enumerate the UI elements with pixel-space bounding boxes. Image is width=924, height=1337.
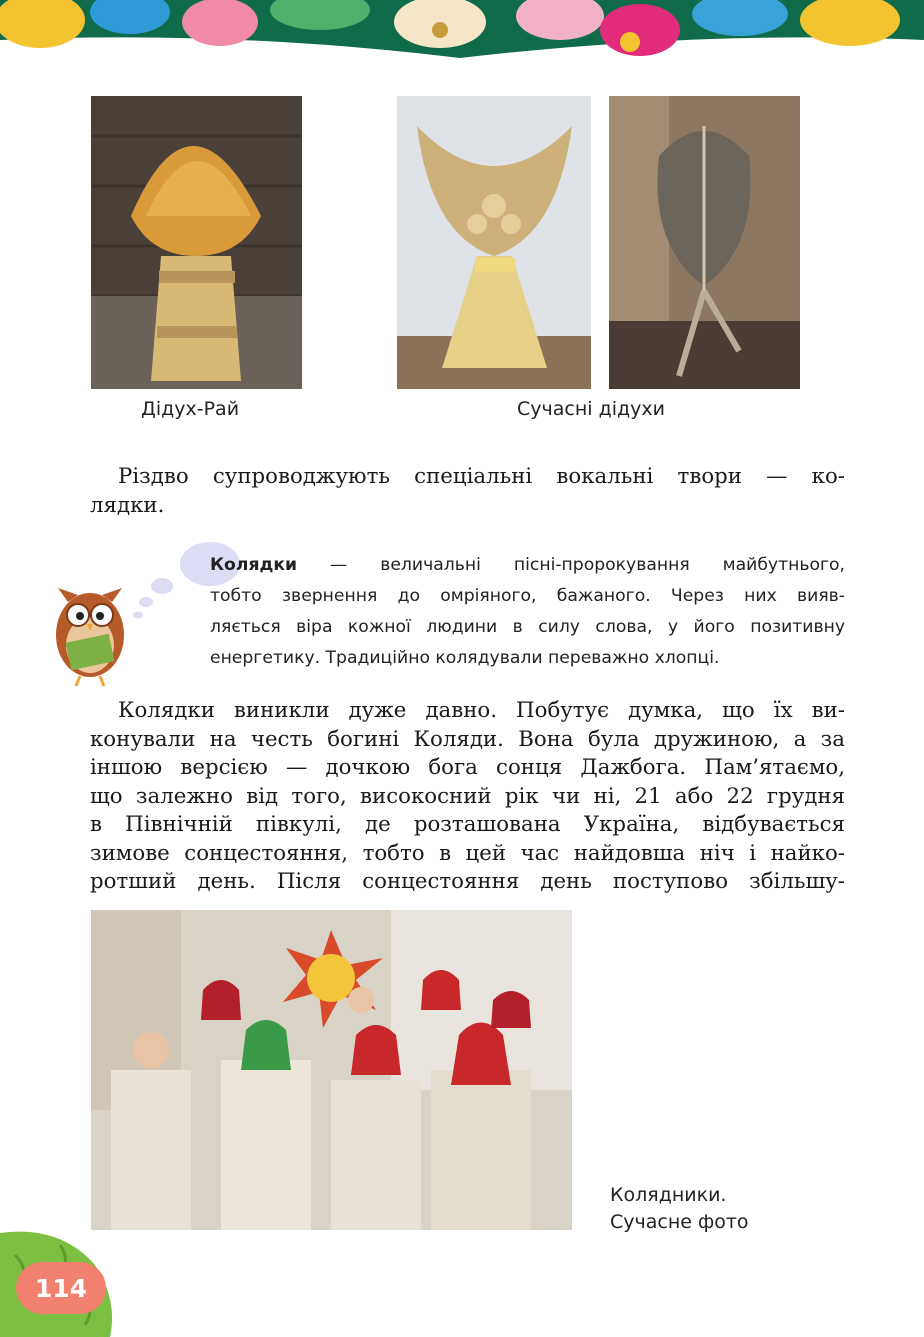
definition-line-1 — [210, 550, 845, 581]
history-line-3: іншою версією — дочкою бога сонця Дажбога. Пам’ятаємо, — [90, 755, 845, 780]
definition-term: Колядки — [210, 555, 298, 575]
definition-line-4: енергетику. Традиційно колядували переважно хлопці. — [210, 648, 720, 668]
definition-line-1-rest: — величальні пісні-пророкування майбутнього, — [297, 555, 845, 575]
intro-line-2: лядки. — [90, 492, 165, 518]
definition-line-2: тобто звернення до омріяного, бажаного. Через них вияв- — [210, 586, 845, 606]
intro-line-1: Різдво супроводжують спеціальні вокальні твори — ко- — [118, 464, 845, 489]
history-line-4: що залежно від того, високосний рік чи ні, 21 або 22 грудня — [90, 783, 845, 809]
history-line-2: конували на честь богині Коляди. Вона була дружиною, а за — [90, 726, 845, 752]
history-line-7: ротший день. Після сонцестояння день поступово збільшу- — [90, 869, 845, 894]
history-line-5: в Північній півкулі, де розташована Україна, відбувається — [90, 812, 845, 837]
intro-paragraph — [90, 463, 845, 520]
koliadky-definition — [210, 550, 845, 674]
caption-didukh-rai: Дідух-Рай — [141, 398, 240, 420]
history-line-1: Колядки виникли дуже давно. Побутує думка, що їх ви- — [118, 698, 845, 723]
carolers-caption — [610, 1182, 749, 1236]
history-line-6: зимове сонцестояння, тобто в цей час найдовша ніч і найко- — [90, 840, 845, 866]
history-paragraph — [90, 697, 845, 897]
floral-header-decoration — [0, 0, 924, 62]
definition-line-3: ляється віра кожної людини в силу слова, у його позитивну — [210, 617, 845, 637]
carolers-photo — [91, 910, 572, 1230]
carolers-caption-line-2: Сучасне фото — [610, 1211, 749, 1233]
page-number-badge: 114 — [16, 1262, 106, 1314]
caption-modern-didukhs: Сучасні дідухи — [517, 398, 665, 420]
carolers-caption-line-1: Колядники. — [610, 1184, 727, 1206]
modern-didukh-photo-1 — [397, 96, 591, 389]
modern-didukh-photo-2 — [609, 96, 800, 389]
didukh-rai-photo — [91, 96, 302, 389]
